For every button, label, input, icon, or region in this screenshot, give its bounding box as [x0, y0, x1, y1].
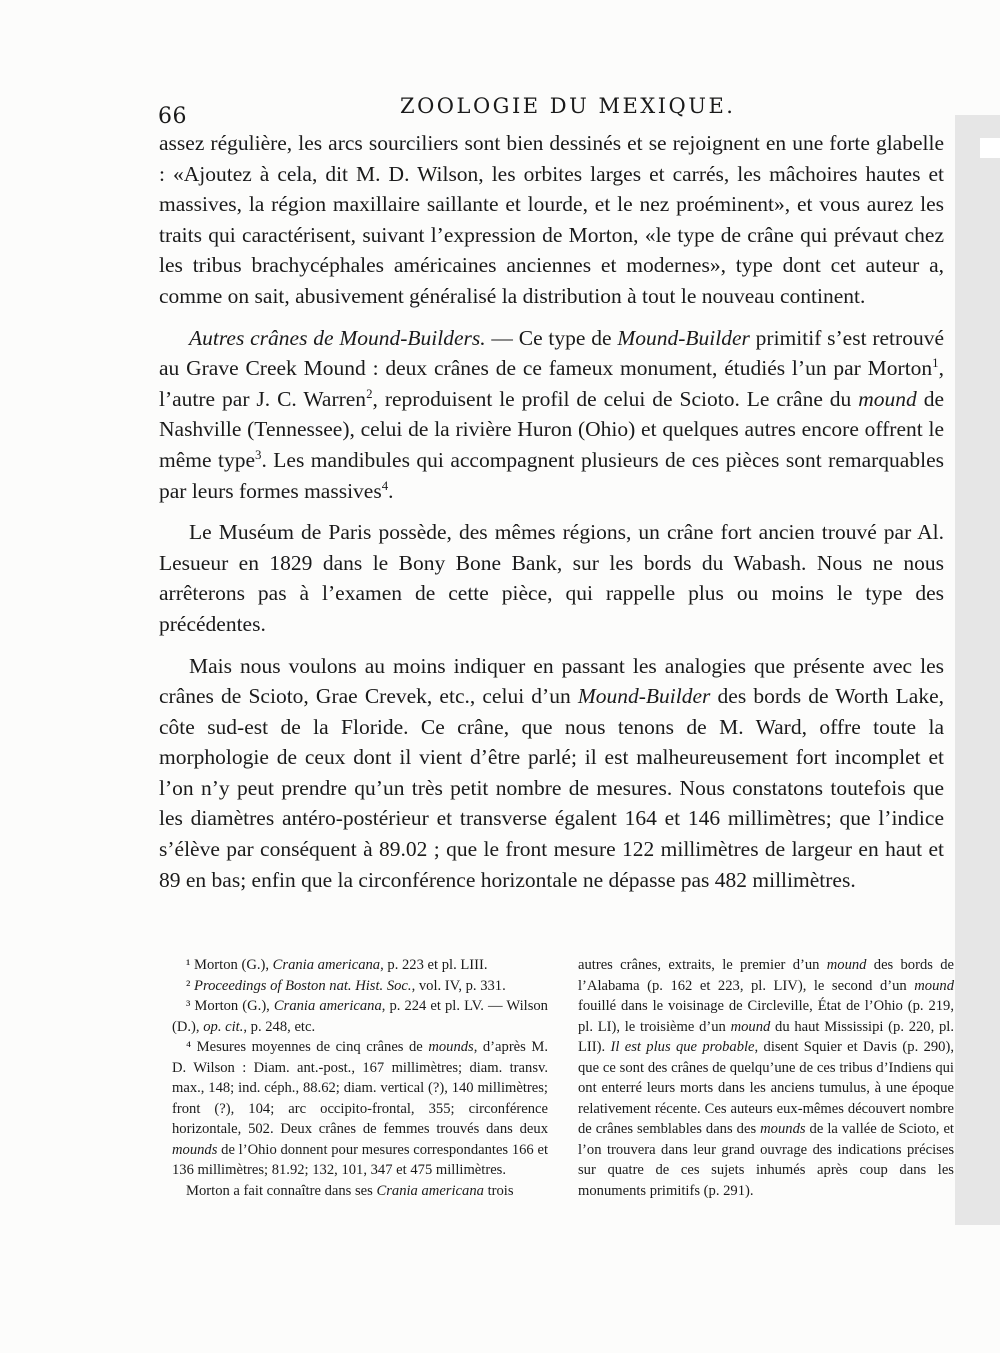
footnote-ref: 2 [366, 386, 373, 401]
italic-term: mound [914, 977, 954, 994]
text-span: ³ Morton (G.), [186, 998, 274, 1014]
text-span: autres crânes, extraits, le premier d’un [578, 957, 827, 973]
text-span: ² [186, 977, 195, 994]
footnote-2 [172, 976, 548, 997]
text-span: , vol. IV, p. 331. [411, 977, 506, 994]
text-span: primitif s’est retrouvé au Grave Creek Mound : deux crânes de ce fameux monument, étudiés l’un par Morton [159, 325, 944, 381]
italic-term: mounds [428, 1039, 474, 1055]
text-span: . Les mandibules qui accompagnent plusieurs de ces pièces sont remarquables par leurs formes massives [159, 447, 944, 503]
text-span: . [388, 478, 394, 503]
text-span: , p. 248, etc. [243, 1018, 316, 1035]
italic-term: mound [858, 386, 917, 411]
footnote-ref: 4 [381, 478, 389, 493]
footnote-1 [172, 955, 548, 976]
italic-term: mounds [760, 1121, 806, 1137]
footnote-ref: 3 [255, 447, 262, 462]
text-span: , reproduisent le profil de celui de Scioto. Le crâne du [372, 386, 859, 411]
footnote-4-continued [172, 1181, 548, 1202]
footnote-3 [172, 996, 548, 1037]
text-span: , p. 224 et pl. LV. — Wilson (D.), [172, 998, 548, 1035]
italic-title: Crania americana [272, 957, 381, 973]
text-span: trois [483, 1182, 514, 1199]
page-edge-shadow [955, 115, 1000, 1225]
text-span: , disent Squier et Davis (p. 290), que ce sont des crânes de quelqu’une de ces tribus d’Indiens qui ont enterré leurs morts dans les anciens tumulus, à une époque relativement récente. Ces auteurs eux-mêmes découvert nombre de crânes semblables dans des [578, 1039, 954, 1137]
text-span: ¹ Morton (G.), [186, 957, 273, 973]
page-number: 66 [158, 104, 187, 129]
italic-term: mound [730, 1018, 771, 1035]
italic-term: Mound-Builder [617, 325, 750, 350]
paragraph-2 [159, 323, 944, 507]
italic-term: Mound-Builder [577, 684, 711, 709]
footnote-4 [172, 1037, 548, 1181]
running-title: ZOOLOGIE DU MEXIQUE. [400, 94, 736, 118]
text-span: ⁴ Mesures moyennes de cinq crânes de [186, 1039, 429, 1055]
text-span: de l’Ohio donnent pour mesures correspondantes 166 et 136 millimètres; 81.92; 132, 101, 347 et 475 millimètres. [172, 1141, 548, 1178]
text-span: Mais nous voulons au moins indiquer en passant les analogies que présente avec les crânes de Scioto, Grae Crevek, etc., celui d’un [159, 653, 944, 709]
italic-term: Il est plus que probable [610, 1039, 755, 1055]
main-text [159, 128, 944, 906]
paragraph-3: Le Muséum de Paris possède, des mêmes régions, un crâne fort ancien trouvé par Al. Lesueur en 1829 dans le Bony Bone Bank, sur les bords du Wabash. Nous ne nous arrêterons pas à l’examen de cette pièce, qui rappelle plus ou moins le type des précédentes. [159, 520, 944, 636]
text-span: des bords de Worth Lake, côte sud-est de la Floride. Ce crâne, que nous tenons de M. Ward, offre toute la morphologie de ceux dont il vient d’être parlé; il est malheureusement fort incomplet et l’on n’y peut prendre qu’un très petit nombre de mesures. Nous constatons toutefois que les diamètres antéro-postérieur et transverse égalent 164 et 146 millimètres; que l’indice s’élève par conséquent à 89.02 ; que le front mesure 122 millimètres de largeur en haut et 89 en bas; enfin que la circonférence horizontale ne dépasse pas 482 millimètres. [159, 684, 944, 892]
italic-term: mound [826, 957, 867, 973]
paragraph-1: assez régulière, les arcs sourciliers sont bien dessinés et se rejoignent en une forte glabelle : «Ajoutez à cela, dit M. D. Wilson, les orbites larges et carrés, les mâchoires hautes et massives, la région maxillaire saillante et lourde, et le nez proéminent», et vous aurez les traits qui caractérisent, suivant l’expression de Morton, «le type de crâne qui prévaut chez les tribus brachycéphales américaines anciennes et modernes», type dont cet auteur a, comme on sait, abusivement généralisé la distribution à tout le nouveau continent. [159, 131, 944, 308]
page-edge-tab [980, 138, 1000, 158]
paragraph-4 [159, 651, 944, 896]
text-span: des bords de l’Alabama (p. 162 et 223, pl. LIV), le second d’un [578, 957, 954, 994]
text-span: de Nashville (Tennessee), celui de la rivière Huron (Ohio) et quelques autres encore offrent le même type [159, 386, 945, 472]
text-span: — Ce type de [485, 325, 618, 350]
italic-title: Proceedings of Boston nat. Hist. Soc. [194, 977, 412, 994]
italic-title: op. cit. [203, 1018, 244, 1035]
text-span: de la vallée de Scioto, et l’on trouvera dans leur grand ouvrage des indications précises sur quatre de ces sujets inhumés après coup dans les monuments primitifs (p. 291). [578, 1121, 954, 1199]
text-span: du haut Mississipi (p. 220, pl. LII). [578, 1018, 954, 1055]
text-span: , l’autre par J. C. Warren [159, 356, 944, 411]
text-span: , d’après M. D. Wilson : Diam. ant.-post., 167 millimètres; diam. transv. max., 148; ind. céph., 88.62; diam. vertical (?), 140 millimètres; front (?), 104; arc occipito-frontal, 355; circonférence horizontale, 502. Deux crânes de femmes trouvés dans deux [172, 1039, 548, 1137]
footnote-continuation [578, 955, 954, 1201]
footnotes-right-column [578, 955, 954, 1201]
text-span: Morton a fait connaître dans ses [186, 1182, 377, 1199]
footnotes-left-column [172, 955, 548, 1201]
italic-term: mounds [172, 1141, 218, 1158]
footnote-ref: 1 [932, 356, 939, 370]
italic-title: Crania americana [376, 1182, 484, 1199]
text-span: fouillé dans le voisinage de Circleville, État de l’Ohio (p. 219, pl. LI), le troisième d’un [578, 998, 954, 1035]
text-span: , p. 223 et pl. LIII. [380, 957, 488, 973]
section-heading: Autres crânes de Mound-Builders. [189, 325, 486, 350]
italic-title: Crania americana [273, 998, 382, 1014]
